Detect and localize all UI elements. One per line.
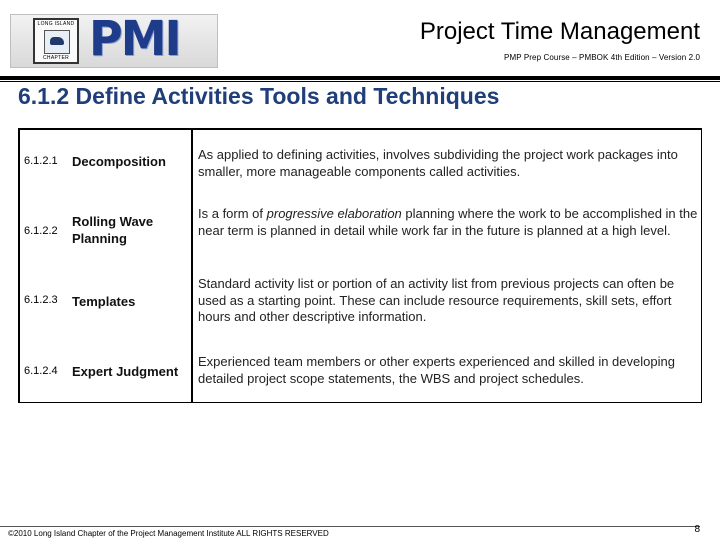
row-term: Rolling Wave Planning bbox=[72, 214, 154, 246]
row-number: 6.1.2.1 bbox=[24, 155, 58, 167]
tools-techniques-table bbox=[18, 128, 702, 403]
pmi-logo bbox=[10, 9, 218, 68]
row-description: Standard activity list or portion of an activity list from previous projects can often be used as a starting point. These can include resource requirements, skill sets, effort hours and other descriptive information. bbox=[198, 276, 675, 324]
footer-rule bbox=[0, 526, 700, 527]
table-row bbox=[20, 258, 701, 330]
row-description: As applied to defining activities, involves subdividing the project work packages into smaller, more manageable components called activities. bbox=[198, 147, 678, 179]
table-row bbox=[20, 190, 701, 258]
row-number: 6.1.2.3 bbox=[24, 294, 58, 306]
description-emphasis: progressive elaboration bbox=[266, 206, 402, 221]
row-term: Expert Judgment bbox=[72, 364, 179, 379]
table-row bbox=[20, 130, 701, 190]
page-number: 8 bbox=[694, 524, 700, 535]
slide-header bbox=[0, 0, 720, 76]
slide-title: Project Time Management bbox=[419, 18, 700, 45]
pmi-logo-text: PMI bbox=[89, 9, 180, 67]
section-heading: 6.1.2 Define Activities Tools and Techniques bbox=[18, 83, 500, 109]
copyright-footer: ©2010 Long Island Chapter of the Project Management Institute ALL RIGHTS RESERVED bbox=[8, 529, 329, 538]
row-term: Templates bbox=[72, 294, 136, 309]
row-term: Decomposition bbox=[72, 154, 166, 169]
row-description: Experienced team members or other experts experienced and skilled in developing detailed project scope statements, the WBS and project schedules. bbox=[198, 354, 675, 386]
header-rule-thin bbox=[0, 81, 720, 82]
description-text: planning where the work to be accomplished in the near term is planned in detail while work far in the future is planned at a high level. bbox=[198, 206, 698, 238]
row-number: 6.1.2.2 bbox=[24, 225, 58, 237]
chapter-seal bbox=[33, 18, 79, 64]
seal-top-text: LONG ISLAND bbox=[37, 21, 75, 27]
slide-subtitle: PMP Prep Course – PMBOK 4th Edition – Version 2.0 bbox=[504, 53, 700, 62]
seal-emblem bbox=[44, 30, 70, 54]
table-row bbox=[20, 330, 701, 403]
row-description bbox=[198, 206, 698, 239]
row-number: 6.1.2.4 bbox=[24, 365, 58, 377]
bison-icon bbox=[50, 37, 64, 45]
seal-bottom-text: CHAPTER bbox=[43, 55, 69, 61]
header-rule-thick bbox=[0, 76, 720, 80]
description-text: Is a form of bbox=[198, 206, 267, 221]
